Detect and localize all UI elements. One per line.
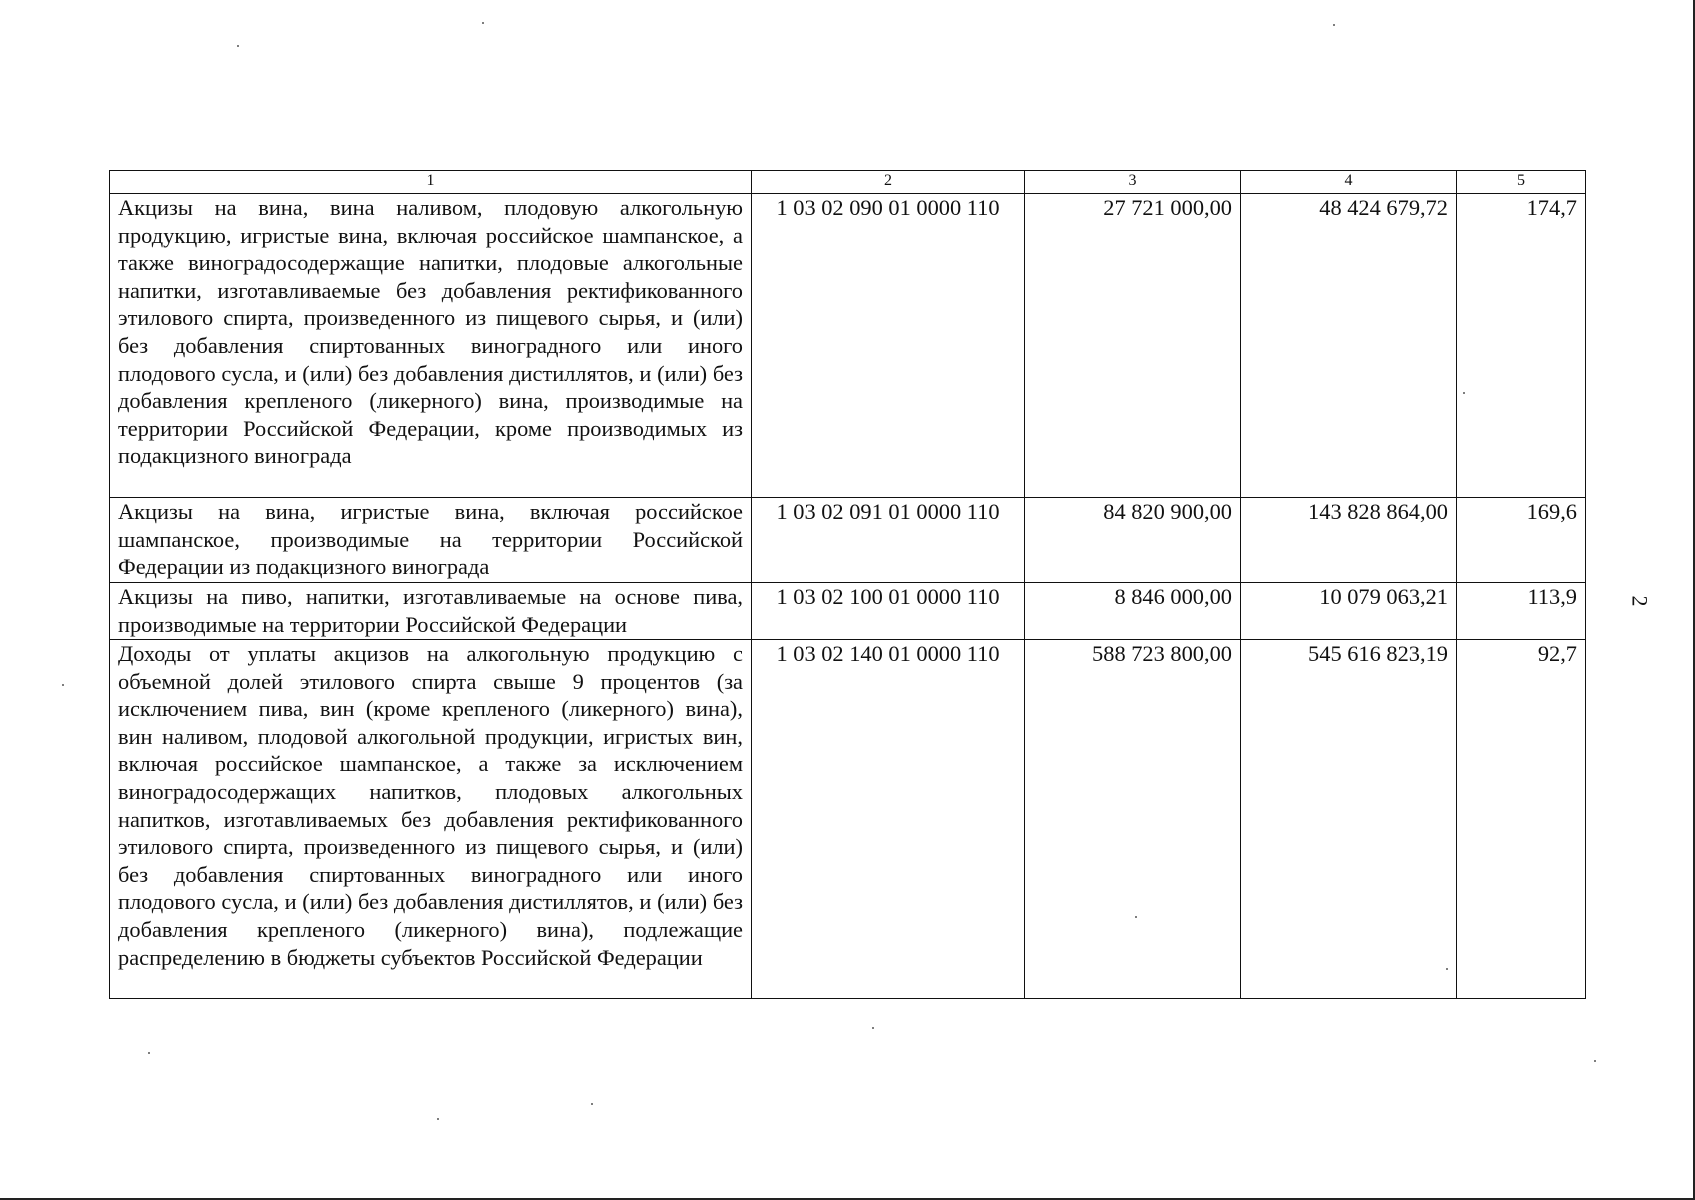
row-actual: 48 424 679,72	[1241, 194, 1457, 498]
row-percent: 169,6	[1457, 498, 1586, 583]
scan-speck	[872, 1027, 874, 1029]
page-number: 2	[1627, 595, 1653, 607]
scan-speck	[437, 1118, 439, 1120]
scan-speck	[237, 45, 239, 47]
scan-speck	[1333, 24, 1335, 26]
row-plan: 588 723 800,00	[1025, 640, 1241, 999]
row-code: 1 03 02 090 01 0000 110	[752, 194, 1025, 498]
row-actual: 143 828 864,00	[1241, 498, 1457, 583]
scan-speck	[591, 1103, 593, 1105]
row-actual: 10 079 063,21	[1241, 583, 1457, 640]
row-description: Акцизы на вина, игристые вина, включая российское шампанское, производимые на территории Российской Федерации из подакцизного винограда	[110, 498, 752, 583]
scan-speck	[1446, 968, 1448, 970]
row-percent: 92,7	[1457, 640, 1586, 999]
table-header-row	[110, 171, 1586, 194]
column-header: 2	[752, 171, 1025, 194]
scan-speck	[482, 22, 484, 24]
column-header: 5	[1457, 171, 1586, 194]
scan-speck	[148, 1052, 150, 1054]
row-description: Доходы от уплаты акцизов на алкогольную продукцию с объемной долей этилового спирта свыше 9 процентов (за исключением пива, вин (кроме крепленого (ликерного) вина), вин наливом, плодовой алкогольной продукции, игристых вин, включая российское шампанское, а также за исключением виноградосодержащих напитков, плодовых алкогольных напитков, изготавливаемых без добавления ректификованного этилового спирта, произведенного из пищевого сырья, и (или) без добавления спиртованных виноградного или иного плодового сусла, и (или) без добавления дистиллятов, и (или) без добавления крепленого (ликерного) вина), подлежащие распределению в бюджеты субъектов Российской Федерации	[110, 640, 752, 999]
row-code: 1 03 02 140 01 0000 110	[752, 640, 1025, 999]
revenue-table	[109, 170, 1586, 999]
row-plan: 27 721 000,00	[1025, 194, 1241, 498]
table-row	[110, 640, 1586, 999]
table-row	[110, 583, 1586, 640]
scan-speck	[62, 684, 64, 686]
row-code: 1 03 02 100 01 0000 110	[752, 583, 1025, 640]
row-actual: 545 616 823,19	[1241, 640, 1457, 999]
scan-speck	[1463, 392, 1465, 394]
table-row	[110, 498, 1586, 583]
row-code: 1 03 02 091 01 0000 110	[752, 498, 1025, 583]
row-description: Акцизы на вина, вина наливом, плодовую алкогольную продукцию, игристые вина, включая российское шампанское, а также виноградосодержащие напитки, плодовые алкогольные напитки, изготавливаемые без добавления ректификованного этилового спирта, произведенного из пищевого сырья, и (или) без добавления спиртованных виноградного или иного плодового сусла, и (или) без добавления дистиллятов, и (или) без добавления крепленого (ликерного) вина, производимые на территории Российской Федерации, кроме производимых из подакцизного винограда	[110, 194, 752, 498]
table-row	[110, 194, 1586, 498]
row-description: Акцизы на пиво, напитки, изготавливаемые на основе пива, производимые на территории Российской Федерации	[110, 583, 752, 640]
column-header: 3	[1025, 171, 1241, 194]
scan-speck	[1594, 1060, 1596, 1062]
scan-speck	[1135, 916, 1137, 918]
row-plan: 84 820 900,00	[1025, 498, 1241, 583]
row-plan: 8 846 000,00	[1025, 583, 1241, 640]
column-header: 1	[110, 171, 752, 194]
row-percent: 174,7	[1457, 194, 1586, 498]
column-header: 4	[1241, 171, 1457, 194]
row-percent: 113,9	[1457, 583, 1586, 640]
